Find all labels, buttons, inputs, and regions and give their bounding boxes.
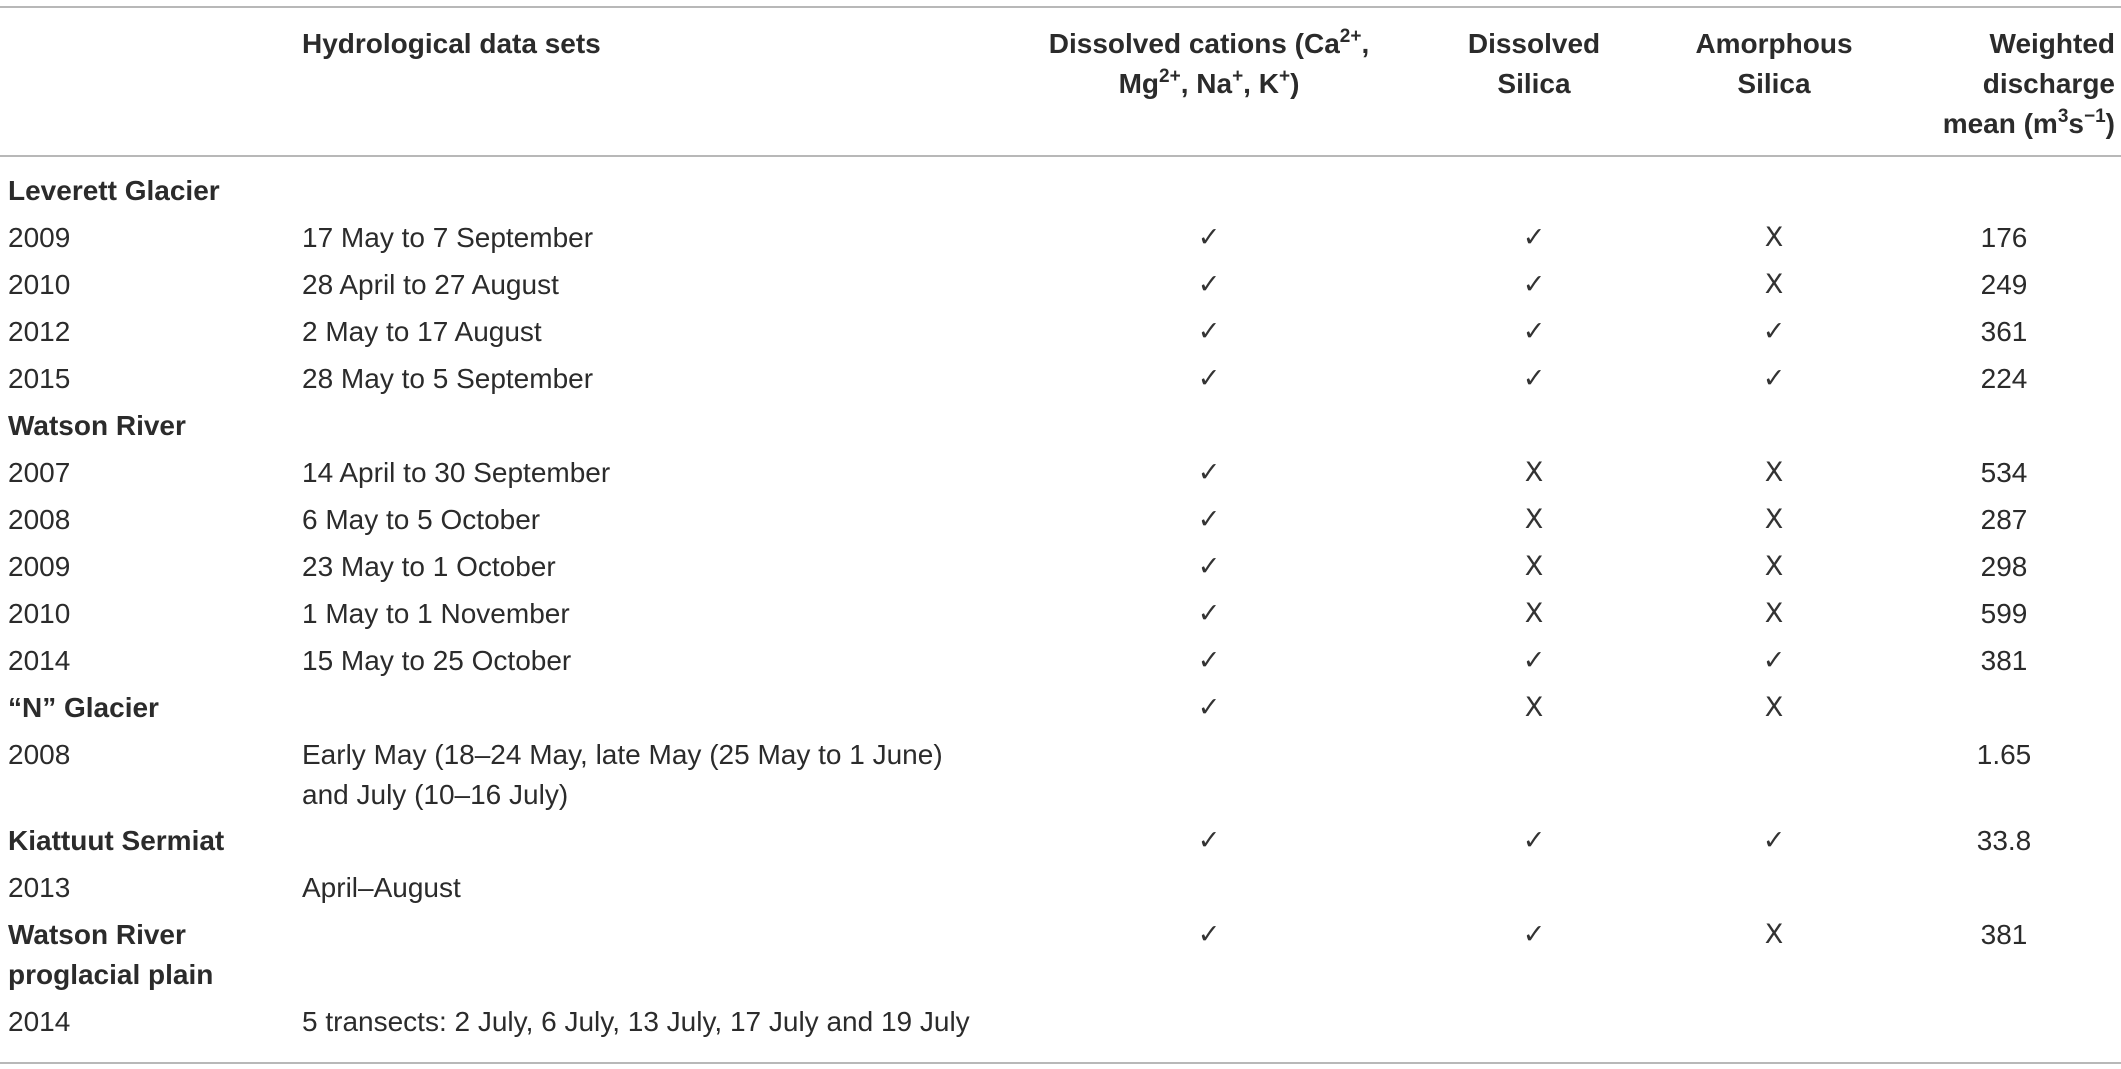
date-range-line1: 17 May to 7 September	[302, 222, 594, 253]
row-label-line1: 2014	[8, 1006, 71, 1037]
header-cations-sup-na: +	[1232, 66, 1244, 87]
year-label	[8, 735, 70, 775]
row-label-line1: 2008	[8, 504, 71, 535]
header-dsi-line2: Silica	[1497, 68, 1571, 99]
date-range-line1: 5 transects: 2 July, 6 July, 13 July, 17 July and 19 July	[302, 1006, 970, 1037]
header-cations-text-b: ,	[1361, 28, 1370, 59]
dissolved-silica-mark: X	[1524, 457, 1544, 488]
year-label	[8, 594, 70, 634]
dissolved-cations-mark: ✓	[1197, 825, 1221, 856]
dissolved-cations-mark: ✓	[1197, 919, 1221, 950]
header-cations-text-close: )	[1290, 68, 1300, 99]
dissolved-silica-mark: ✓	[1522, 269, 1546, 300]
date-range	[302, 868, 461, 908]
year-label	[8, 641, 70, 681]
dissolved-cations-mark: ✓	[1197, 457, 1221, 488]
dissolved-cations-mark: ✓	[1197, 222, 1221, 253]
header-cations-line1	[1009, 24, 1409, 64]
dissolved-cations-mark: ✓	[1197, 551, 1221, 582]
year-label	[8, 1002, 70, 1042]
row-label-line1: 2013	[8, 872, 71, 903]
dissolved-silica-mark: ✓	[1522, 316, 1546, 347]
row-label-line1: 2010	[8, 269, 71, 300]
header-q-sup-minus1: −1	[2084, 106, 2106, 127]
dissolved-cations-mark: ✓	[1197, 363, 1221, 394]
dissolved-cations-mark: ✓	[1197, 316, 1221, 347]
amorphous-silica-mark: X	[1764, 504, 1784, 535]
header-hydrological-data-sets	[302, 24, 601, 64]
dissolved-cations-mark: ✓	[1197, 269, 1221, 300]
row-label-line1: 2008	[8, 739, 71, 770]
discharge-value: 381	[1980, 645, 2028, 676]
header-cations-text-a: Dissolved cations (Ca	[1048, 28, 1340, 59]
dissolved-silica-mark: X	[1524, 598, 1544, 629]
header-dissolved-cations	[1009, 24, 1409, 104]
discharge-value: 224	[1980, 363, 2028, 394]
dissolved-silica-mark: ✓	[1522, 825, 1546, 856]
date-range-line1: 15 May to 25 October	[302, 645, 572, 676]
dissolved-silica-mark: ✓	[1522, 363, 1546, 394]
date-range-line1: 28 May to 5 September	[302, 363, 594, 394]
amorphous-silica-mark: X	[1764, 919, 1784, 950]
header-cations-text-mg: Mg	[1118, 68, 1160, 99]
row-label-line1: Watson River	[8, 919, 186, 950]
row-label-line1: Watson River	[8, 410, 186, 441]
dissolved-silica-mark: X	[1524, 504, 1544, 535]
header-asi-line2: Silica	[1737, 68, 1811, 99]
discharge-value: 1.65	[1976, 739, 2032, 770]
discharge-value: 381	[1980, 919, 2028, 950]
date-range	[302, 265, 559, 305]
header-q-text-s: s	[2068, 108, 2084, 139]
row-label-line1: 2009	[8, 551, 71, 582]
date-range	[302, 359, 593, 399]
date-range-line1: April–August	[302, 872, 461, 903]
date-range	[302, 218, 593, 258]
row-label-line1: 2014	[8, 645, 71, 676]
year-label	[8, 218, 70, 258]
year-label	[8, 500, 70, 540]
dissolved-cations-mark: ✓	[1197, 504, 1221, 535]
date-range	[302, 641, 571, 681]
dissolved-cations-mark: ✓	[1197, 692, 1221, 723]
header-cations-sup-k: +	[1278, 66, 1291, 87]
date-range-line1: 23 May to 1 October	[302, 551, 556, 582]
row-label-line1: “N” Glacier	[8, 692, 159, 723]
year-label	[8, 453, 70, 493]
amorphous-silica-mark: ✓	[1762, 645, 1786, 676]
section-label	[8, 406, 186, 446]
date-range	[302, 312, 542, 352]
date-range-line1: Early May (18–24 May, late May (25 May to 1 June)	[302, 739, 943, 770]
amorphous-silica-mark: X	[1764, 551, 1784, 582]
date-range	[302, 453, 610, 493]
discharge-value: 287	[1980, 504, 2028, 535]
date-range-line1: 1 May to 1 November	[302, 598, 570, 629]
discharge-value: 249	[1980, 269, 2028, 300]
year-label	[8, 868, 70, 908]
row-label-line1: 2015	[8, 363, 71, 394]
date-range	[302, 735, 943, 815]
header-cations-line2	[1009, 64, 1409, 104]
header-q-text-close: )	[2105, 108, 2115, 139]
amorphous-silica-mark: ✓	[1762, 825, 1786, 856]
header-cations-text-na: , Na	[1180, 68, 1233, 99]
amorphous-silica-mark: X	[1764, 222, 1784, 253]
dissolved-silica-mark: ✓	[1522, 645, 1546, 676]
header-divider-rule	[0, 155, 2121, 157]
discharge-value: 176	[1980, 222, 2028, 253]
date-range	[302, 500, 540, 540]
section-label	[8, 688, 159, 728]
header-q-sup-3: 3	[2057, 106, 2069, 127]
dissolved-silica-mark: ✓	[1522, 919, 1546, 950]
row-label-line2: proglacial plain	[8, 959, 214, 990]
year-label	[8, 312, 70, 352]
header-asi-line1: Amorphous	[1695, 28, 1853, 59]
row-label-line1: 2012	[8, 316, 71, 347]
section-label	[8, 915, 213, 995]
dissolved-cations-mark: ✓	[1197, 598, 1221, 629]
amorphous-silica-mark: ✓	[1762, 363, 1786, 394]
row-label-line1: Kiattuut Sermiat	[8, 825, 225, 856]
header-amorphous-silica	[1674, 24, 1874, 104]
header-q-line2: discharge	[1982, 68, 2115, 99]
header-dsi-line1: Dissolved	[1467, 28, 1601, 59]
amorphous-silica-mark: ✓	[1762, 316, 1786, 347]
row-label-line1: 2010	[8, 598, 71, 629]
year-label	[8, 265, 70, 305]
section-label	[8, 171, 220, 211]
section-label	[8, 821, 224, 861]
header-cations-sup-ca: 2+	[1339, 26, 1362, 47]
dissolved-silica-mark: ✓	[1522, 222, 1546, 253]
header-cations-text-k: , K	[1243, 68, 1279, 99]
dissolved-silica-mark: X	[1524, 551, 1544, 582]
year-label	[8, 547, 70, 587]
date-range	[302, 1002, 970, 1042]
discharge-value: 361	[1980, 316, 2028, 347]
date-range-line1: 14 April to 30 September	[302, 457, 611, 488]
amorphous-silica-mark: X	[1764, 692, 1784, 723]
dissolved-cations-mark: ✓	[1197, 645, 1221, 676]
date-range	[302, 547, 556, 587]
date-range-line1: 6 May to 5 October	[302, 504, 541, 535]
date-range-line1: 2 May to 17 August	[302, 316, 542, 347]
discharge-value: 298	[1980, 551, 2028, 582]
date-range-line2: and July (10–16 July)	[302, 779, 569, 810]
row-label-line1: Leverett Glacier	[8, 175, 220, 206]
date-range	[302, 594, 570, 634]
header-q-text-a: mean (m	[1942, 108, 2058, 139]
header-dissolved-silica	[1434, 24, 1634, 104]
discharge-value: 599	[1980, 598, 2028, 629]
amorphous-silica-mark: X	[1764, 457, 1784, 488]
table-bottom-rule	[0, 1062, 2121, 1064]
header-weighted-discharge-mean	[1900, 24, 2115, 144]
row-label-line1: 2007	[8, 457, 71, 488]
discharge-value: 534	[1980, 457, 2028, 488]
header-cations-sup-mg: 2+	[1159, 66, 1181, 87]
row-label-line1: 2009	[8, 222, 71, 253]
header-datasets-text: Hydrological data sets	[302, 28, 601, 59]
year-label	[8, 359, 70, 399]
dissolved-silica-mark: X	[1524, 692, 1544, 723]
discharge-value: 33.8	[1976, 825, 2032, 856]
table-top-rule	[0, 6, 2121, 8]
amorphous-silica-mark: X	[1764, 598, 1784, 629]
amorphous-silica-mark: X	[1764, 269, 1784, 300]
date-range-line1: 28 April to 27 August	[302, 269, 559, 300]
header-q-line3	[1900, 104, 2115, 144]
header-q-line1: Weighted	[1989, 28, 2115, 59]
